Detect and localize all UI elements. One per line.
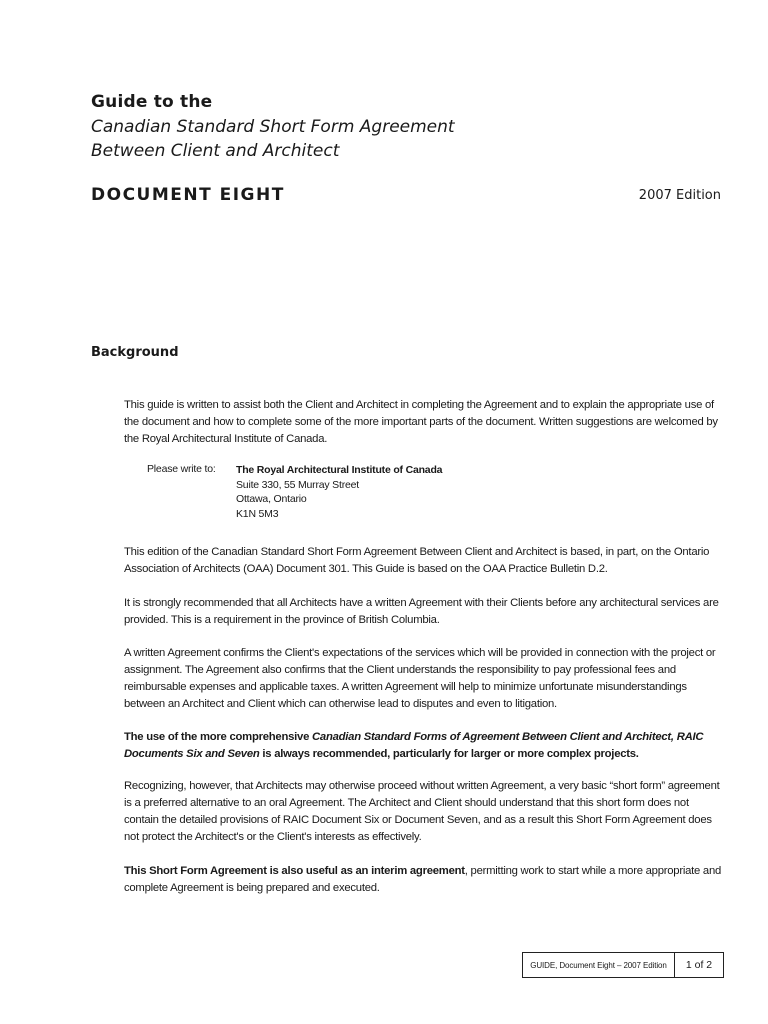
footer-document-ref: GUIDE, Document Eight – 2007 Edition [523, 953, 675, 977]
comprehensive-forms-paragraph [124, 729, 724, 763]
address-line: K1N 5M3 [236, 507, 279, 520]
recommendation-paragraph: It is strongly recommended that all Architects have a written Agreement with their Clients before any architectural services are provided. This is a requirement in the province of British Columbia. [124, 597, 719, 626]
agreement-confirms-paragraph: A written Agreement confirms the Client's expectations of the services which will be provided in connection with the project or assignment. The Agreement also confirms that the Client understands the responsibility to pay professional fees and reimbursable expenses and applicable taxes. A written Agreement will help to minimize unfortunate misunderstandings between an Architect and Client which can otherwise lead to disputes and even to litigation. [124, 647, 716, 710]
document-reference-italic: Canadian Standard Forms of Agreement Between Client and Architect, RAIC Documents Six and Seven [124, 731, 704, 760]
bold-text: is always recommended, particularly for larger or more complex projects. [259, 748, 639, 760]
recognizing-paragraph: Recognizing, however, that Architects may otherwise proceed without written Agreement, a very basic “short form” agreement is a preferred alternative to an oral Agreement. The Architect and Client should understand that this short form does not contain the detailed provisions of RAIC Document Six or Document Seven, and as a result this Short Form Agreement does not protect the Architect's or the Client's interests as effectively. [124, 780, 720, 843]
document-subtitle-line2: Between Client and Architect [91, 141, 340, 161]
page-number: 1 of 2 [685, 959, 713, 971]
address-organization: The Royal Architectural Institute of Canada [236, 464, 443, 476]
section-heading: Background [91, 345, 179, 360]
address-line: Ottawa, Ontario [236, 493, 307, 505]
page-footer [522, 952, 724, 978]
intro-paragraph: This guide is written to assist both the Client and Architect in completing the Agreement and to explain the appropriate use of the document and how to complete some of the more important parts of the document. Written suggestions are welcomed by the Royal Architectural Institute of Canada. [124, 399, 718, 445]
mailing-address [236, 463, 442, 521]
interim-rest-text: , permitting work to start while a more appropriate and complete Agreement is being prepared and executed. [124, 865, 722, 894]
address-line: Suite 330, 55 Murray Street [236, 478, 359, 491]
document-title: Guide to the [91, 92, 213, 112]
document-number: DOCUMENT EIGHT [91, 185, 285, 205]
address-label: Please write to: [147, 463, 216, 475]
interim-bold-text: This Short Form Agreement is also useful as an interim agreement [124, 865, 465, 877]
edition-label: 2007 Edition [638, 188, 721, 203]
interim-agreement-paragraph [124, 863, 724, 897]
bold-text: The use of the more comprehensive [124, 731, 312, 743]
document-subtitle-line1: Canadian Standard Short Form Agreement [91, 117, 455, 137]
edition-basis-paragraph: This edition of the Canadian Standard Short Form Agreement Between Client and Architect is based, in part, on the Ontario Association of Architects (OAA) Document 301. This Guide is based on the OAA Practice Bulletin D.2. [124, 546, 710, 575]
